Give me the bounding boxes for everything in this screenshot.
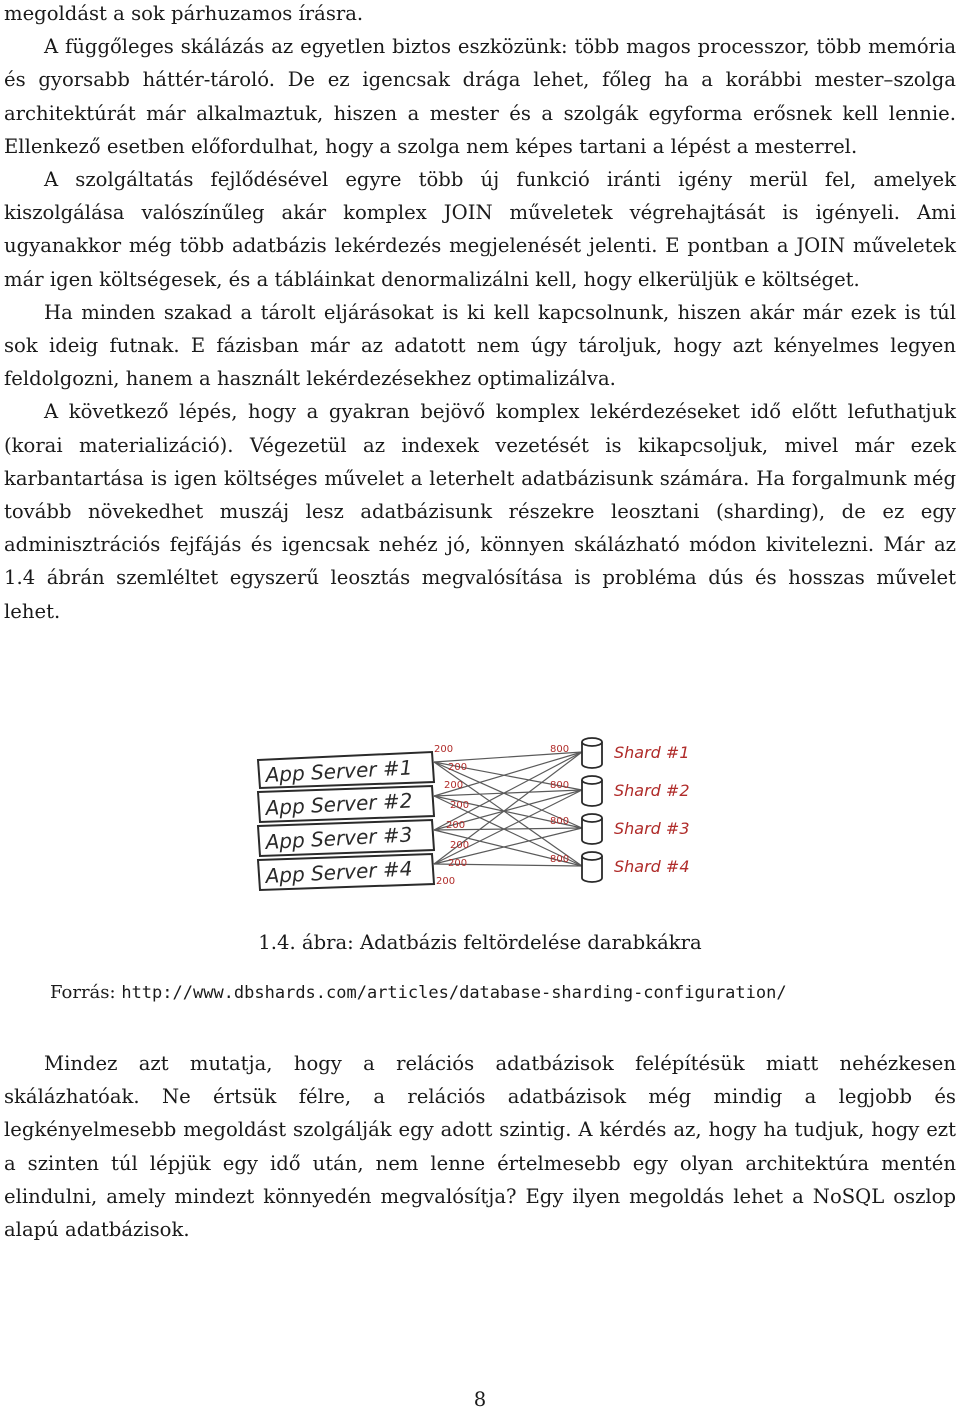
shard-label: Shard #4 (614, 857, 690, 876)
shard-load-label: 800 (550, 744, 570, 755)
load-label: 200 (450, 840, 470, 851)
body-text-bottom (4, 1047, 956, 1246)
page-number: 8 (473, 1388, 487, 1411)
shard-load-label: 800 (550, 780, 570, 791)
shard-label: Shard #3 (614, 819, 690, 838)
database-icon (582, 852, 602, 882)
app-server-label: App Server #1 (265, 755, 413, 787)
sharding-figure (236, 722, 714, 910)
shard-load-label: 800 (550, 854, 570, 865)
load-label: 200 (434, 744, 454, 755)
shard-labels (614, 743, 690, 876)
shard-load-label: 800 (550, 816, 570, 827)
load-label: 200 (450, 800, 470, 811)
load-label: 200 (444, 780, 464, 791)
figure-source (50, 978, 950, 1008)
load-label: 200 (448, 762, 468, 773)
database-icon (582, 776, 602, 806)
paragraph-sharding: A következő lépés, hogy a gyakran bejövő komplex lekérdezéseket idő előtt lefuthatjuk (korai materializáció). Végezetül az indexek vezetését is kikapcsoljuk, mivel már ezek karbantartása is igen költséges művelet a leterhelt adatbázisunk számára. Ha forgalmunk még tovább növekedhet muszáj lesz adatbázisunk részekre leosztani (sharding), de ez egy adminisztrációs fejfájás és igencsak nehéz jó, könnyen skálázható módon kivitelezni. Már az 1.4 ábrán szemléltet egyszerű leosztás megvalósítása is probléma dús és hosszas művelet lehet. (4, 400, 956, 623)
app-server-label: App Server #4 (265, 856, 413, 888)
source-label: Forrás: (50, 982, 116, 1003)
database-icon (582, 814, 602, 844)
paragraph-join-operations: A szolgáltatás fejlődésével egyre több új funkció iránti igény merül fel, amelyek kiszolgálása valószínűleg akár komplex JOIN műveletek végrehajtását is igényeli. Ami ugyanakkor még több adatbázis lekérdezés megjelenését jelenti. E pontban a JOIN műveletek már igen költségesek, és a tábláinkat denormalizálni kell, hogy elkerüljük e költséget. (4, 168, 956, 291)
shard-label: Shard #1 (614, 743, 690, 762)
paragraph-vertical-scaling: A függőleges skálázás az egyetlen biztos eszközünk: több magos processzor, több memória és gyorsabb háttér-tároló. De ez igencsak drága lehet, főleg ha a korábbi mester–szolga architektúrát már alkalmaztuk, hiszen a mester és a szolgák egyforma erősnek kell lennie. Ellenkező esetben előfordulhat, hogy a szolga nem képes tartani a lépést a mesterrel. (4, 35, 956, 158)
database-icon (582, 738, 602, 768)
app-server-label: App Server #2 (265, 788, 413, 820)
load-label: 200 (446, 820, 466, 831)
paragraph-conclusion: Mindez azt mutatja, hogy a relációs adatbázisok felépítésük miatt nehézkesen skálázhatóak. Ne értsük félre, a relációs adatbázisok még mindig a legjobb és legkényelmesebb megoldást szolgálják egy adott szintig. A kérdés az, hogy ha tudjuk, hogy ezt a szinten túl lépjük egy idő után, nem lenne értelmesebb egy olyan architektúra mentén elindulni, amely mindezt könnyedén megvalósítja? Egy ilyen megoldás lehet a NoSQL oszlop alapú adatbázisok. (4, 1052, 956, 1242)
source-link[interactable]: http://www.dbshards.com/articles/database-sharding-configuration/ (121, 983, 787, 1003)
paragraph-stored-procedures: Ha minden szakad a tárolt eljárásokat is ki kell kapcsolnunk, hiszen akár már ezek is túl sok ideig futnak. E fázisban már az adatott nem úgy tároljuk, hogy azt kényelmes legyen feldolgozni, hanem a használt lekérdezésekhez optimalizálva. (4, 300, 956, 391)
app-server-label: App Server #3 (265, 822, 413, 854)
sharding-diagram (236, 722, 714, 910)
load-label: 200 (448, 858, 468, 869)
shard-label: Shard #2 (614, 781, 690, 800)
body-text-top (4, 0, 956, 628)
paragraph-continuation: megoldást a sok párhuzamos írásra. (4, 2, 364, 25)
load-label: 200 (436, 876, 456, 887)
figure-caption: 1.4. ábra: Adatbázis feltördelése darabkákra (258, 931, 702, 954)
shard-cylinders (582, 738, 602, 882)
